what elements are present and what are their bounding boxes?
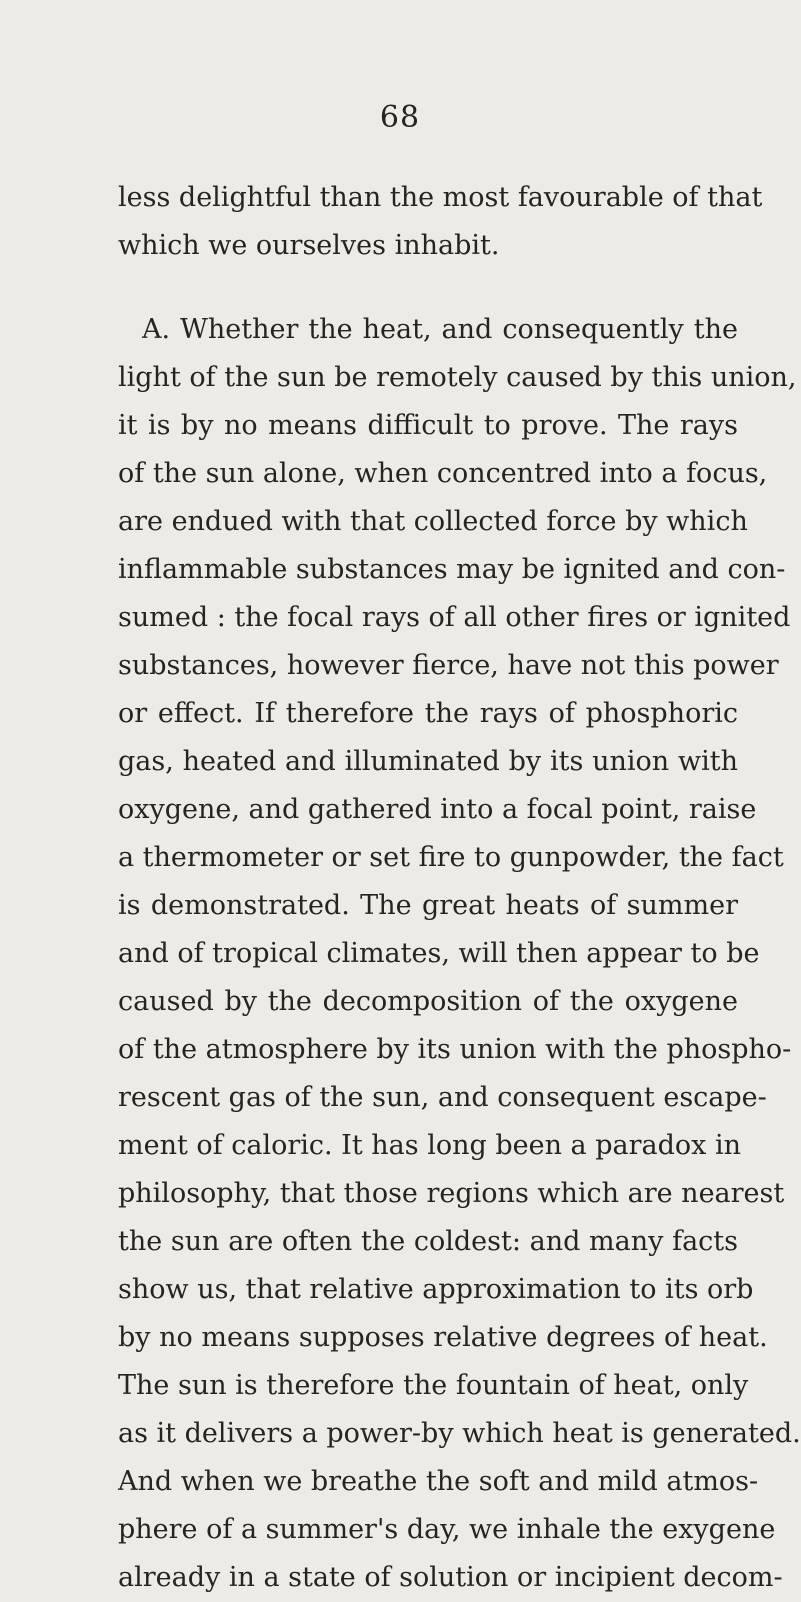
text-line: rescent gas of the sun, and consequent escape-: [118, 1082, 767, 1113]
paragraph-gap: [118, 270, 738, 306]
text-line: And when we breathe the soft and mild atmos-: [118, 1466, 759, 1497]
text-line: A. Whether the heat, and consequently the: [142, 314, 738, 345]
text-line: is demonstrated. The great heats of summer: [118, 890, 738, 921]
text-line: phere of a summer's day, we inhale the exygene: [118, 1514, 776, 1545]
body-text: [118, 174, 801, 1602]
text-line: The sun is therefore the fountain of heat, only: [118, 1370, 749, 1401]
text-line: are endued with that collected force by which: [118, 506, 748, 537]
text-line: by no means supposes relative degrees of heat.: [118, 1322, 768, 1353]
text-line: oxygene, and gathered into a focal point, raise: [118, 794, 757, 825]
text-line: it is by no means difficult to prove. The rays: [118, 410, 738, 441]
text-line: light of the sun be remotely caused by this union,: [118, 362, 797, 393]
text-line: inflammable substances may be ignited and con-: [118, 554, 786, 585]
text-line: ment of caloric. It has long been a paradox in: [118, 1130, 741, 1161]
text-line: less delightful than the most favourable of that: [118, 182, 763, 213]
text-line: show us, that relative approximation to its orb: [118, 1274, 754, 1305]
text-line: sumed : the focal rays of all other fires or ignited: [118, 602, 791, 633]
text-line: which we ourselves inhabit.: [118, 230, 500, 261]
text-line: philosophy, that those regions which are nearest: [118, 1178, 785, 1209]
text-line: substances, however fierce, have not this power: [118, 650, 779, 681]
text-line: the sun are often the coldest: and many facts: [118, 1226, 738, 1257]
paragraph-1: [118, 174, 763, 270]
text-line: or effect. If therefore the rays of phosphoric: [118, 698, 738, 729]
text-line: gas, heated and illuminated by its union with: [118, 746, 738, 777]
text-line: already in a state of solution or incipient decom-: [118, 1562, 783, 1593]
text-line: of the atmosphere by its union with the phospho-: [118, 1034, 792, 1065]
page-number: 68: [379, 100, 421, 135]
paragraph-2: [118, 306, 801, 1602]
text-line: of the sun alone, when concentred into a focus,: [118, 458, 768, 489]
text-line: and of tropical climates, will then appear to be: [118, 938, 760, 969]
text-line: caused by the decomposition of the oxygene: [118, 986, 738, 1017]
text-line: a thermometer or set fire to gunpowder, the fact: [118, 842, 784, 873]
text-line: as it delivers a power-by which heat is generated.: [118, 1418, 801, 1449]
